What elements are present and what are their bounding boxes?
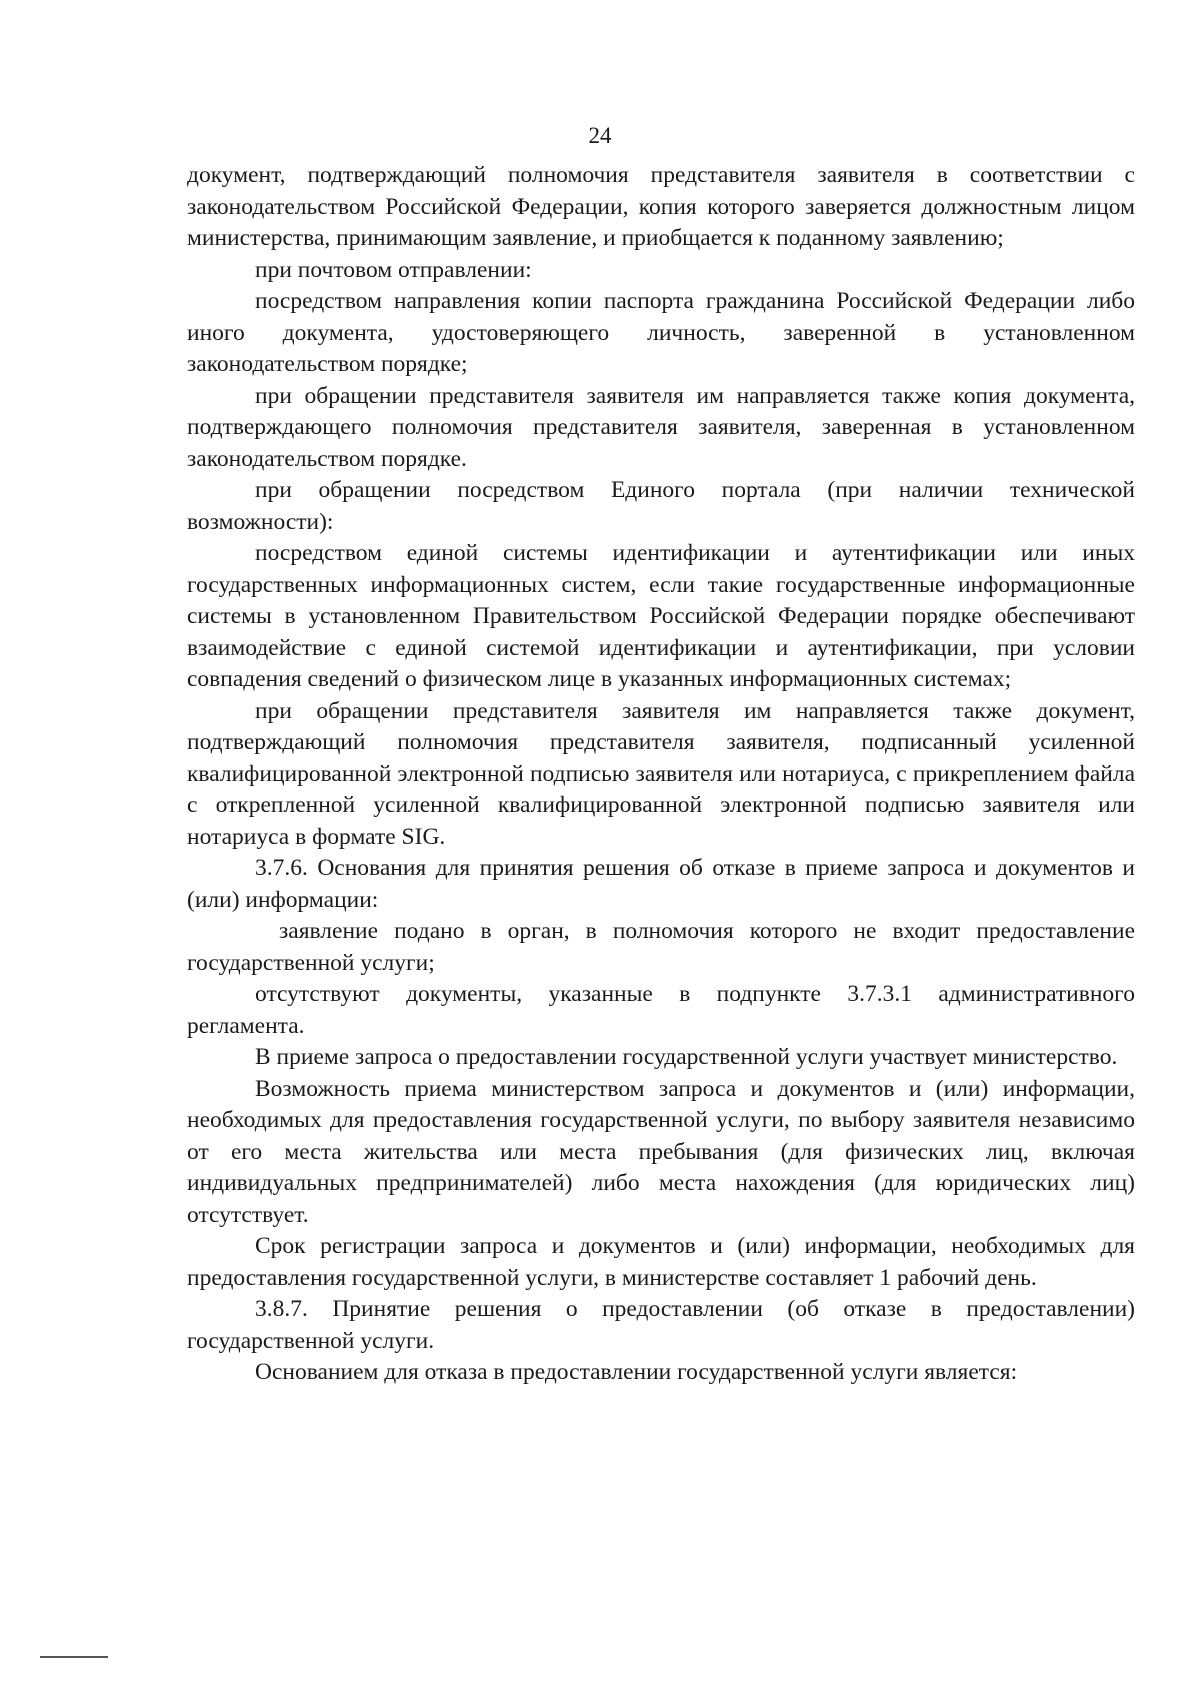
paragraph: при обращении представителя заявителя им направляется также копия документа, подтверждающего полномочия представителя заявителя, заверенная в установленном законодательством порядке. <box>187 382 1135 472</box>
paragraph: Основанием для отказа в предоставлении государственной услуги является: <box>255 1359 1018 1385</box>
paragraph: Возможность приема министерством запроса и документов и (или) информации, необходимых для предоставления государственной услуги, по выбору заявителя независимо от его места жительства или места пребывания (для физических лиц, включая индивидуальных предпринимателей) либо места нахождения (для юридических лиц) отсутствует. <box>187 1075 1135 1228</box>
paragraph: при почтовом отправлении: <box>255 256 532 283</box>
paragraph: посредством единой системы идентификации и аутентификации или иных государственных информационных систем, если такие государственные информационные системы в установленном Правительством Российской Федерации порядке обеспечивают взаимодействие с единой системой идентификации и аутентификации, при условии совпадения сведений о физическом лице в указанных информационных системах; <box>187 540 1135 692</box>
paragraph: посредством направления копии паспорта гражданина Российской Федерации либо иного документа, удостоверяющего личность, заверенной в установленном законодательством порядке; <box>187 288 1135 377</box>
paragraph: Срок регистрации запроса и документов и (или) информации, необходимых для предоставления государственной услуги, в министерстве составляет 1 рабочий день. <box>187 1233 1135 1291</box>
paragraph: при обращении посредством Единого портала (при наличии технической возможности): <box>187 477 1135 535</box>
paragraph: отсутствуют документы, указанные в подпункте 3.7.3.1 административного регламента. <box>187 981 1135 1039</box>
section-heading-3-8-7: 3.8.7. Принятие решения о предоставлении (об отказе в предоставлении) государственной услуги. <box>187 1296 1135 1354</box>
document-body <box>187 160 1135 1389</box>
page-number: 24 <box>588 123 612 148</box>
paragraph: при обращении представителя заявителя им направляется также документ, подтверждающий полномочия представителя заявителя, подписанный усиленной квалифицированной электронной подписью заявителя или нотариуса, с прикреплением файла с открепленной усиленной квалифицированной электронной подписью заявителя или нотариуса в формате SIG. <box>187 697 1135 850</box>
paragraph: документ, подтверждающий полномочия представителя заявителя в соответствии с законодательством Российской Федерации, копия которого заверяется должностным лицом министерства, принимающим заявление, и приобщается к поданному заявлению; <box>187 162 1135 251</box>
paragraph: В приеме запроса о предоставлении государственной услуги участвует министерство. <box>255 1044 1118 1070</box>
section-heading-3-7-6: 3.7.6. Основания для принятия решения об отказе в приеме запроса и документов и (или) информации: <box>187 855 1135 913</box>
paragraph: заявление подано в орган, в полномочия которого не входит предоставление государственной услуги; <box>187 918 1135 976</box>
scan-mark-line <box>40 1656 108 1658</box>
